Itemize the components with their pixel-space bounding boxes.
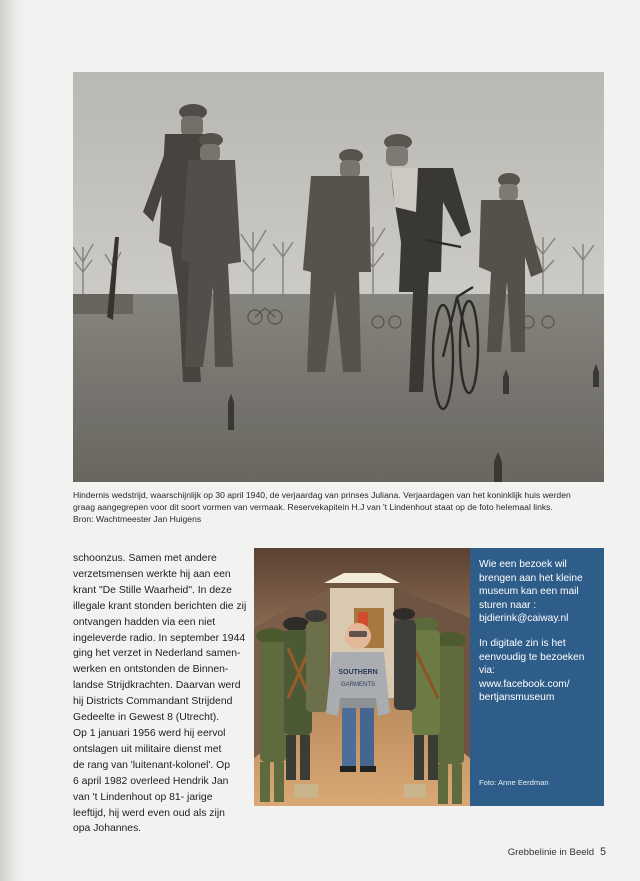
- body-line: Op 1 januari 1956 werd hij eervol: [73, 727, 226, 739]
- info-line: sturen naar :: [479, 599, 537, 611]
- museum-info-box: [470, 548, 604, 806]
- info-line: brengen aan het kleine: [479, 572, 583, 584]
- info-line: museum kan een mail: [479, 586, 579, 598]
- museum-photo: [254, 548, 470, 806]
- museum-email-link[interactable]: bjdierink@caiway.nl: [479, 613, 569, 625]
- caption-line-1: Hindernis wedstrijd, waarschijnlijk op 30 april 1940, de verjaardag van prinses Juliana. Verjaardagen van het koninklijk huis werden: [73, 490, 571, 500]
- caption-line-2: graag aangegrepen voor dit soort vormen van vermaak. Reservekapitein H.J van 't Lindenhout staat op de foto helemaal links.: [73, 502, 553, 513]
- body-line: schoonzus. Samen met andere: [73, 553, 217, 564]
- body-line: ontslagen uit militaire dienst met: [73, 743, 222, 755]
- body-line: Gedeelte in Gewest 8 (Utrecht).: [73, 712, 220, 724]
- body-line: van 't Lindenhout op 81- jarige: [73, 791, 213, 803]
- body-line: ingeleverde radio. In september 1944: [73, 632, 246, 644]
- publication-title: Grebbelinie in Beeld: [507, 847, 595, 858]
- page-number: 5: [600, 846, 606, 858]
- historical-photo-soldiers: [73, 72, 604, 482]
- info-line: Wie een bezoek wil: [479, 559, 567, 570]
- photo-caption: [73, 489, 604, 526]
- caption-source: Bron: Wachtmeester Jan Huigens: [73, 514, 202, 525]
- body-line: de rang van 'luitenant-kolonel'. Op: [73, 759, 231, 771]
- body-line: hij Districts Commandant Strijdend: [73, 696, 233, 708]
- page-footer: [508, 846, 606, 858]
- info-line: via:: [479, 665, 495, 677]
- sweater-text-bottom: GARMENTS: [340, 682, 376, 688]
- info-line: In digitale zin is het: [479, 637, 566, 649]
- body-line: verzetsmensen werkte hij aan een: [73, 568, 231, 580]
- page-binding-shadow: [0, 0, 28, 881]
- body-line: leeftijd, hij werd even oud als zijn: [73, 807, 225, 819]
- article-body: [73, 551, 248, 837]
- facebook-link[interactable]: www.facebook.com/: [479, 678, 570, 690]
- body-line: krant "De Stille Waarheid". In deze: [73, 584, 232, 596]
- photo-credit: Foto: Anne Eerdman: [479, 778, 549, 787]
- body-line: werken en ontstonden de Binnen-: [73, 664, 229, 676]
- body-line: ontvangen hadden via een niet: [73, 616, 216, 628]
- body-line: landse Strijdkrachten. Daarvan werd: [73, 680, 241, 692]
- body-line: illegale krant stonden berichten die zij: [73, 600, 247, 612]
- body-line: opa Johannes.: [73, 823, 142, 835]
- body-line: ging het verzet in Nederland samen-: [73, 648, 241, 660]
- facebook-link-continued[interactable]: bertjansmuseum: [479, 692, 555, 704]
- body-line: 6 april 1982 overleed Hendrik Jan: [73, 775, 229, 787]
- sweater-text-top: SOUTHERN: [338, 669, 378, 676]
- info-line: eenvoudig te bezoeken: [479, 651, 585, 663]
